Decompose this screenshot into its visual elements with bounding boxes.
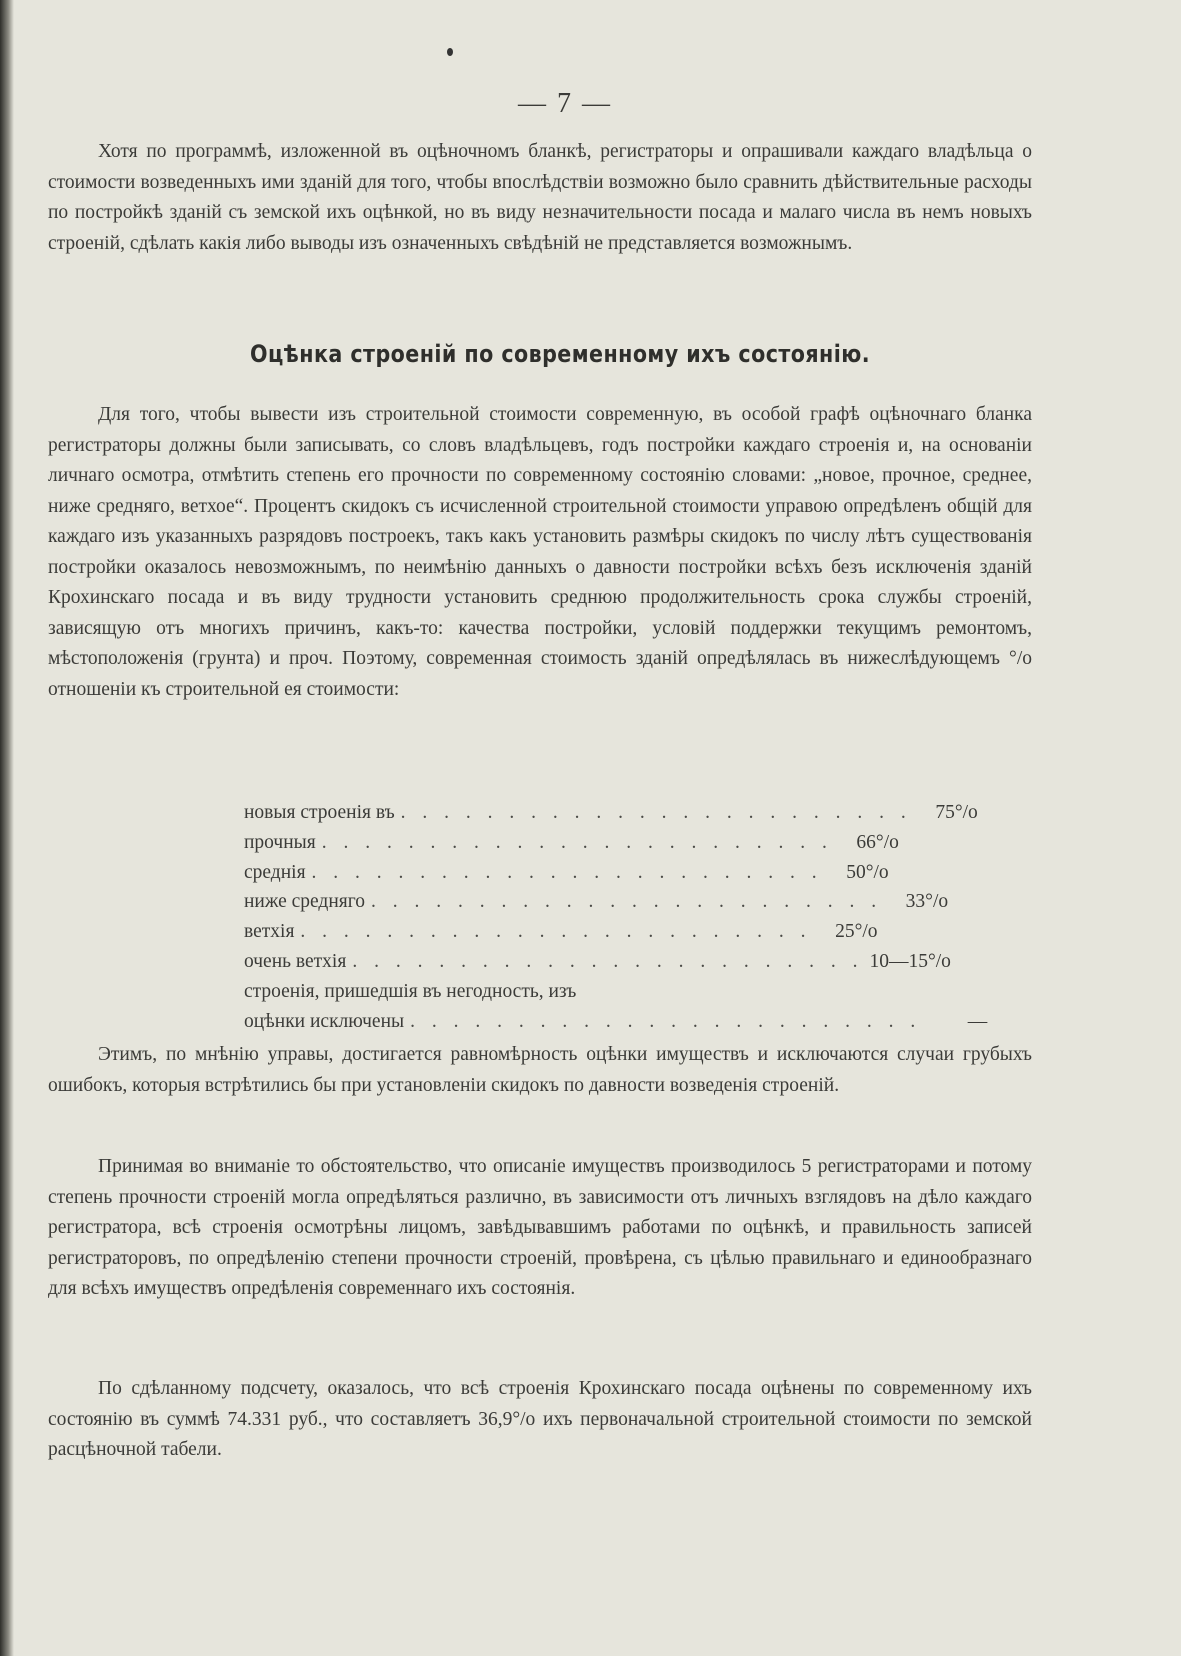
rate-label: оцѣнки исключены <box>244 1010 405 1032</box>
rate-label: новыя строенія въ <box>244 802 395 823</box>
rate-value: 33°/o <box>905 891 949 913</box>
rate-row <box>244 798 978 828</box>
leader-dots: . . . . . . . . . . . . . . . . . . . . . . . . <box>410 1010 922 1032</box>
rate-value: 75°/o <box>935 802 978 823</box>
rate-value: 50°/o <box>846 861 889 883</box>
rate-label: среднія <box>244 861 306 883</box>
rate-value: 10—15°/o <box>869 950 951 972</box>
leader-dots: . . . . . . . . . . . . . . . . . . . . . . . . <box>371 891 883 913</box>
paragraph-method: Для того, чтобы вывести изъ строительной стоимости современную, въ особой графѣ оцѣночнаго бланка регистраторы должны были записывать, со словъ владѣльцевъ, годъ постройки каждаго строенія и, на основаніи личнаго осмотра, отмѣтить степень его прочности по современному состоянію словами: „новое, прочное, среднее, ниже средняго, ветхое“. Процентъ скидокъ съ исчисленной строительной стоимости управою опредѣленъ общій для каждаго изъ указанныхъ разрядовъ построекъ, такъ какъ установить размѣры скидокъ по числу лѣтъ существованія постройки оказалось невозможнымъ, по неимѣнію данныхъ о давности постройки всѣхъ безъ исключенія зданій Крохинскаго посада и въ виду трудности установить среднюю продолжительность срока службы строеній, зависящую отъ многихъ причинъ, какъ-то: качества постройки, условій поддержки текущимъ ремонтомъ, мѣстоположенія (грунта) и проч. Поэтому, современная стоимость зданій опредѣлялась въ нижеслѣдующемъ °/o отношеніи къ строительной ея стоимости: <box>48 404 1032 700</box>
rate-row <box>244 858 889 888</box>
leader-dots: . . . . . . . . . . . . . . . . . . . . . . . . <box>352 950 864 972</box>
rate-value: 66°/o <box>856 831 899 853</box>
paragraph-verification: Принимая во вниманіе то обстоятельство, что описаніе имуществъ производилось 5 регистраторами и потому степень прочности строеній могла опредѣляться различно, въ зависимости отъ личныхъ взглядовъ на дѣло каждаго регистратора, всѣ строенія осмотрѣны лицомъ, завѣдывавшимъ работами по оцѣнкѣ, и правильность записей регистраторовъ, по опредѣленію степени прочности строеній, провѣрена, съ цѣлью правильнаго и единообразнаго для всѣхъ имуществъ опредѣленія современнаго ихъ состоянія. <box>48 1156 1032 1299</box>
page-binding-shadow <box>0 0 14 1656</box>
leader-dots: . . . . . . . . . . . . . . . . . . . . . . . . <box>311 861 823 883</box>
ink-dot <box>447 48 453 56</box>
paragraph-uniformity: Этимъ, по мнѣнію управы, достигается равномѣрность оцѣнки имуществъ и исключаются случаи грубыхъ ошибокъ, которыя встрѣтились бы при установленіи скидокъ по давности возведенія строеній. <box>48 1044 1032 1096</box>
leader-dots: . . . . . . . . . . . . . . . . . . . . . . . . <box>300 921 812 943</box>
rate-row <box>244 977 854 1007</box>
paragraph-intro: Хотя по программѣ, изложенной въ оцѣночномъ бланкѣ, регистраторы и опрашивали каждаго владѣльца о стоимости возведенныхъ ими зданій для того, чтобы впослѣдствіи возможно было сравнить дѣйствительные расходы по постройкѣ зданій съ земской ихъ оцѣнкой, но въ виду незначительности посада и малаго числа въ немъ новыхъ строеній, сдѣлать какія либо выводы изъ означенныхъ свѣдѣній не представляется возможнымъ. <box>48 141 1032 254</box>
rate-value: — <box>967 1010 988 1032</box>
rate-row <box>244 828 899 858</box>
rate-label: строенія, пришедшія въ негодность, изъ <box>244 980 577 1002</box>
section-heading: Оцѣнка строеній по современному ихъ состоянію. <box>249 340 871 368</box>
rate-row <box>244 887 949 917</box>
rate-value: 25°/o <box>835 921 878 943</box>
rate-row <box>244 947 951 977</box>
page-number: — 7 — <box>518 88 612 119</box>
leader-dots: . . . . . . . . . . . . . . . . . . . . . . . . <box>321 831 833 853</box>
depreciation-rates-list <box>244 798 988 1036</box>
rate-label: очень ветхія <box>244 950 347 972</box>
rate-label: прочныя <box>244 831 316 853</box>
leader-dots: . . . . . . . . . . . . . . . . . . . . . . . . <box>400 802 912 823</box>
rate-label: ниже средняго <box>244 891 366 913</box>
rate-row <box>244 1007 988 1037</box>
paragraph-total: По сдѣланному подсчету, оказалось, что всѣ строенія Крохинскаго посада оцѣнены по современному ихъ состоянію въ суммѣ 74.331 руб., что составляетъ 36,9°/o ихъ первоначальной строительной стоимости по земской расцѣночной табели. <box>48 1378 1032 1460</box>
rate-label: ветхія <box>244 921 295 943</box>
rate-value <box>576 977 636 1007</box>
rate-row <box>244 917 878 947</box>
